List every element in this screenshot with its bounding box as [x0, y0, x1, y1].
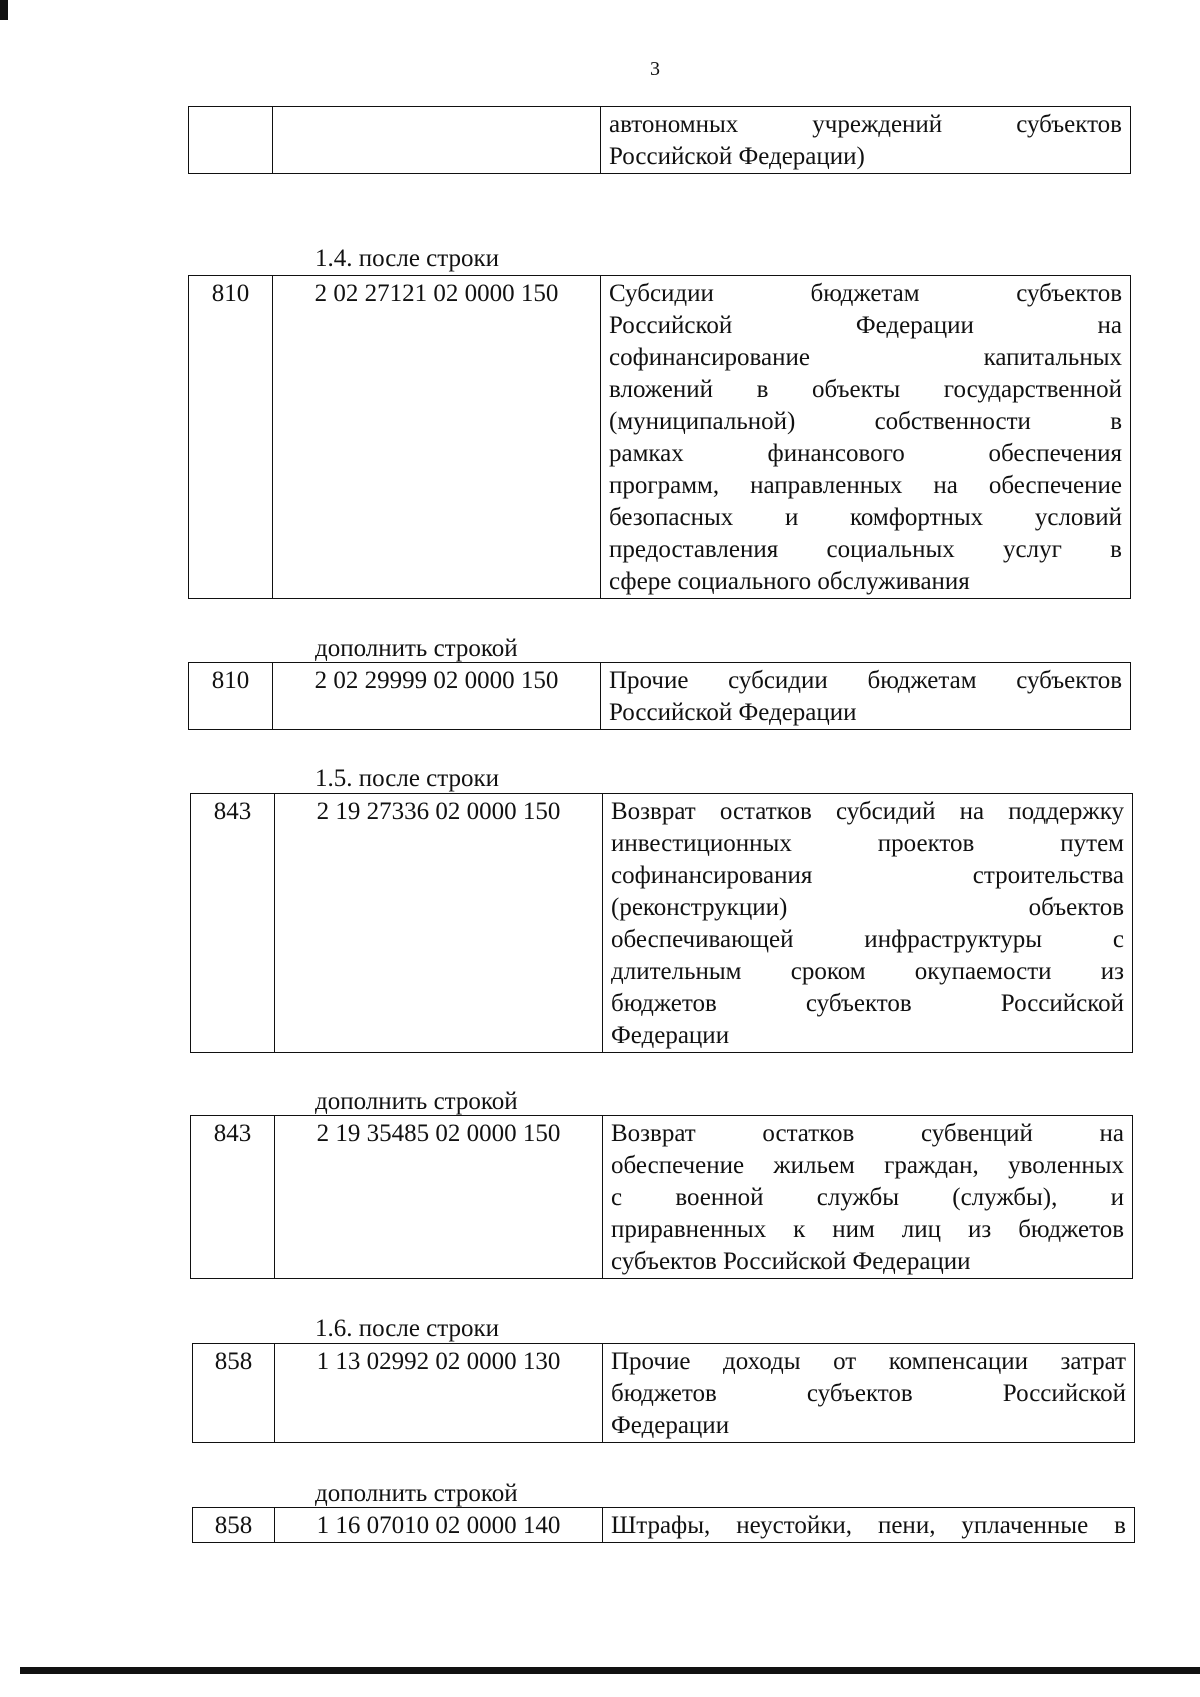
revenue-name-cell [601, 276, 1131, 599]
revenue-name-line: безопасных и комфортных условий [609, 504, 1122, 531]
section-caption: 1.6. после строки [315, 1315, 500, 1342]
revenue-name-line: Возврат остатков субсидий на поддержку [611, 798, 1124, 825]
table-row [189, 107, 1131, 174]
revenue-name-line: (муниципальной) собственности в [609, 408, 1122, 435]
budget-classification-code-cell: 2 02 29999 02 0000 150 [273, 663, 601, 730]
budget-code-table [188, 275, 1131, 599]
revenue-name-line: предоставления социальных услуг в [609, 536, 1122, 563]
revenue-name-line: бюджетов субъектов Российской [611, 1380, 1126, 1407]
table-row [191, 794, 1133, 1053]
revenue-name-line: Субсидии бюджетам субъектов [609, 280, 1122, 307]
revenue-name-line: Прочие субсидии бюджетам субъектов [609, 667, 1122, 694]
revenue-name-line: Федерации [611, 1412, 730, 1439]
admin-code-cell [189, 107, 273, 174]
section-caption: дополнить строкой [315, 1480, 518, 1507]
budget-classification-code-cell: 2 19 27336 02 0000 150 [275, 794, 603, 1053]
revenue-name-line: Российской Федерации на [609, 312, 1122, 339]
budget-classification-code-cell: 1 13 02992 02 0000 130 [275, 1344, 603, 1443]
revenue-name-line: Прочие доходы от компенсации затрат [611, 1348, 1126, 1375]
revenue-name-line: субъектов Российской Федерации [611, 1248, 971, 1275]
revenue-name-line: (реконструкции) объектов [611, 894, 1124, 921]
revenue-name-line: инвестиционных проектов путем [611, 830, 1124, 857]
revenue-name-line: программ, направленных на обеспечение [609, 472, 1122, 499]
budget-code-table [190, 793, 1133, 1053]
budget-classification-code-cell: 1 16 07010 02 0000 140 [275, 1508, 603, 1543]
admin-code-cell: 858 [193, 1344, 275, 1443]
section-caption: дополнить строкой [315, 1088, 518, 1115]
budget-code-table [188, 106, 1131, 174]
budget-classification-code-cell: 2 02 27121 02 0000 150 [273, 276, 601, 599]
budget-code-table [188, 662, 1131, 730]
admin-code-cell: 843 [191, 794, 275, 1053]
table-row [191, 1116, 1133, 1279]
revenue-name-line: Федерации [611, 1022, 730, 1049]
budget-code-table [192, 1343, 1135, 1443]
revenue-name-line: обеспечение жильем граждан, уволенных [611, 1152, 1124, 1179]
revenue-name-cell [603, 1116, 1133, 1279]
section-caption: 1.5. после строки [315, 765, 500, 792]
revenue-name-cell [601, 663, 1131, 730]
revenue-name-line: софинансирования строительства [611, 862, 1124, 889]
revenue-name-line: длительным сроком окупаемости из [611, 958, 1124, 985]
budget-code-table [190, 1115, 1133, 1279]
revenue-name-line: рамках финансового обеспечения [609, 440, 1122, 467]
section-caption: дополнить строкой [315, 635, 518, 662]
revenue-name-line: Российской Федерации [609, 699, 857, 726]
table-row [193, 1344, 1135, 1443]
budget-classification-code-cell [273, 107, 601, 174]
revenue-name-line: Штрафы, неустойки, пени, уплаченные в [611, 1512, 1126, 1539]
revenue-name-line: софинансирование капитальных [609, 344, 1122, 371]
admin-code-cell: 810 [189, 276, 273, 599]
budget-classification-code-cell: 2 19 35485 02 0000 150 [275, 1116, 603, 1279]
revenue-name-line: автономных учреждений субъектов [609, 111, 1122, 138]
admin-code-cell: 810 [189, 663, 273, 730]
revenue-name-line: приравненных к ним лиц из бюджетов [611, 1216, 1124, 1243]
admin-code-cell: 843 [191, 1116, 275, 1279]
table-row [189, 663, 1131, 730]
section-caption: 1.4. после строки [315, 245, 500, 272]
table-row [189, 276, 1131, 599]
admin-code-cell: 858 [193, 1508, 275, 1543]
scan-bottom-border [20, 1667, 1200, 1674]
revenue-name-cell [601, 107, 1131, 174]
table-row [193, 1508, 1135, 1543]
revenue-name-line: с военной службы (службы), и [611, 1184, 1124, 1211]
revenue-name-cell [603, 1344, 1135, 1443]
revenue-name-line: Российской Федерации) [609, 143, 865, 170]
revenue-name-line: сфере социального обслуживания [609, 568, 970, 595]
revenue-name-cell [603, 1508, 1135, 1543]
scan-corner-mark [0, 0, 8, 20]
revenue-name-line: бюджетов субъектов Российской [611, 990, 1124, 1017]
revenue-name-line: вложений в объекты государственной [609, 376, 1122, 403]
revenue-name-line: Возврат остатков субвенций на [611, 1120, 1124, 1147]
revenue-name-line: обеспечивающей инфраструктуры с [611, 926, 1124, 953]
revenue-name-cell [603, 794, 1133, 1053]
page-number: 3 [650, 58, 660, 80]
budget-code-table [192, 1507, 1135, 1543]
